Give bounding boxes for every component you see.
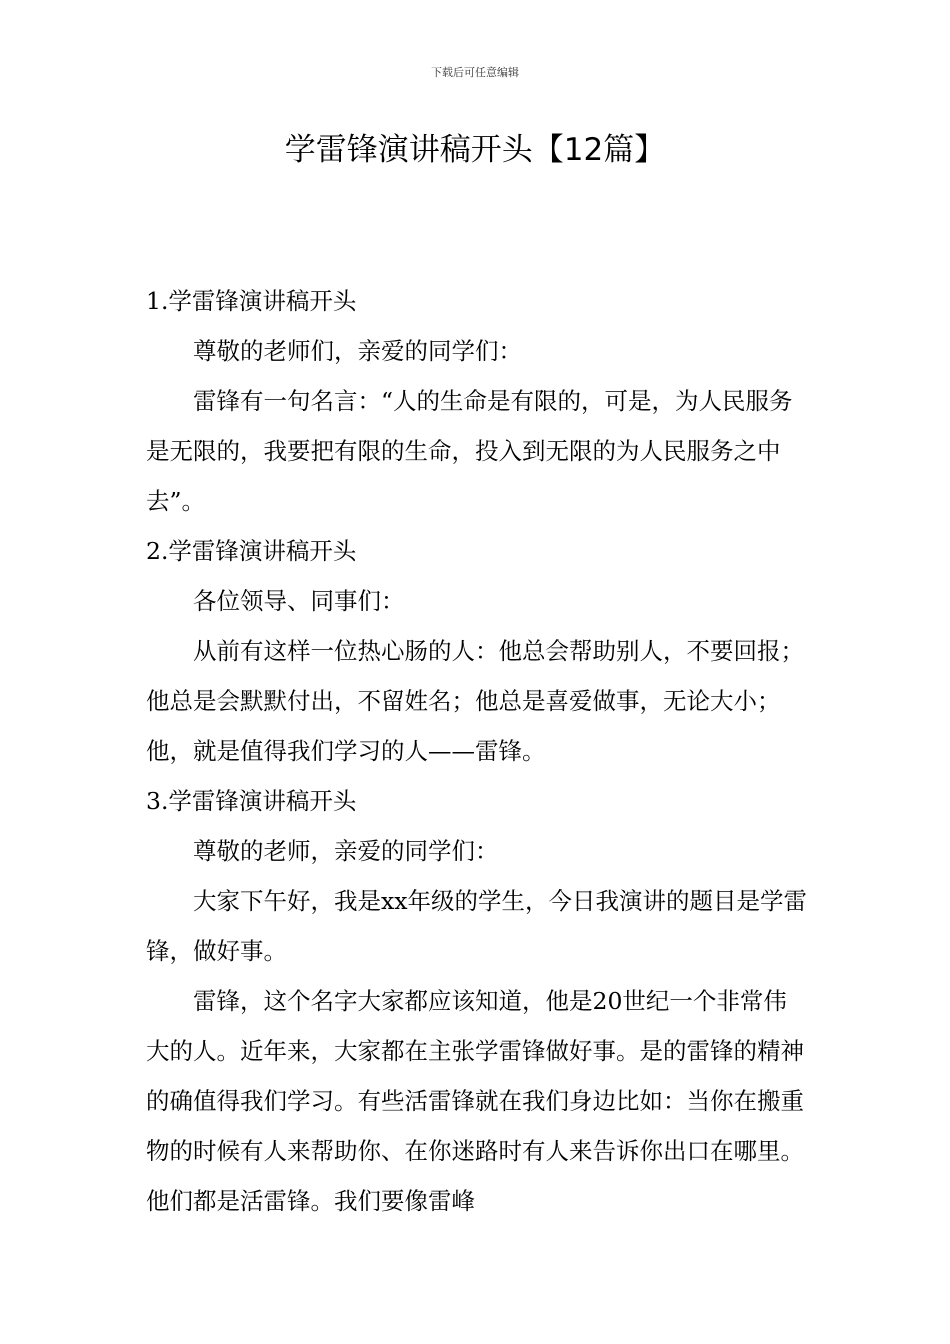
paragraph-greeting-2: 各位领导、同事们： — [193, 587, 405, 615]
paragraph-body-3: 雷锋，这个名字大家都应该知道，他是20世纪一个非常伟大的人。近年来，大家都在主张学雷锋做好事。是的雷锋的精神的确值得我们学习。有些活雷锋就在我们身边比如：当你在搬重物的时候有人来帮助你、在你迷路时有人来告诉你出口在哪里。他们都是活雷锋。我们要像雷峰 — [146, 987, 804, 1215]
section-heading-2: 2.学雷锋演讲稿开头 — [146, 537, 357, 565]
section-heading-3: 3.学雷锋演讲稿开头 — [146, 787, 357, 815]
document-title: 学雷锋演讲稿开头【12篇】 — [284, 132, 666, 168]
document-body — [146, 276, 808, 1226]
header-note: 下载后可任意编辑 — [431, 66, 519, 79]
paragraph-greeting-1: 尊敬的老师们，亲爱的同学们： — [193, 337, 522, 365]
paragraph-intro-3: 大家下午好，我是xx年级的学生，今日我演讲的题目是学雷锋，做好事。 — [146, 887, 808, 965]
section-heading-1: 1.学雷锋演讲稿开头 — [146, 287, 357, 315]
paragraph-body-2: 从前有这样一位热心肠的人：他总会帮助别人，不要回报；他总是会默默付出，不留姓名；他总是喜爱做事，无论大小；他，就是值得我们学习的人——雷锋。 — [146, 637, 804, 765]
paragraph-quote-1: 雷锋有一句名言：“人的生命是有限的，可是，为人民服务是无限的，我要把有限的生命，投入到无限的为人民服务之中去”。 — [146, 387, 793, 515]
paragraph-greeting-3: 尊敬的老师，亲爱的同学们： — [193, 837, 499, 865]
